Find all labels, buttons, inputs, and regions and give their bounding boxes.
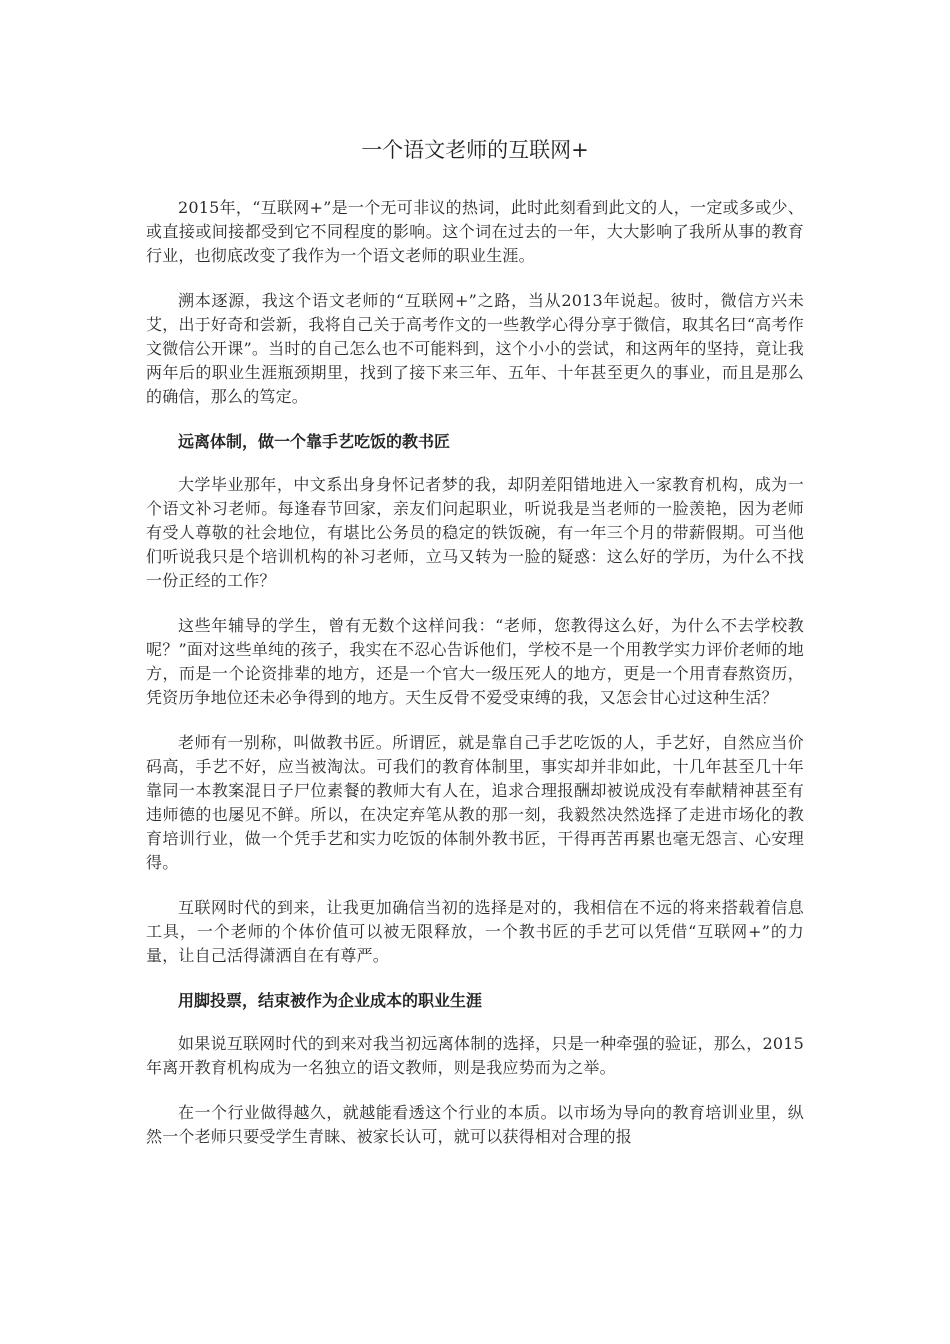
paragraph: 互联网时代的到来，让我更加确信当初的选择是对的，我相信在不远的将来搭载着信息工具，一个老师的个体价值可以被无限释放，一个教书匠的手艺可以凭借“互联网+”的力量，让自己活得潇洒自在有尊严。 [146,898,804,965]
paragraph-intro: 2015年，“互联网+”是一个无可非议的热词，此时此刻看到此文的人，一定或多或少、或直接或间接都受到它不同程度的影响。这个词在过去的一年，大大影响了我所从事的教育行业，也彻底改变了我作为一个语文老师的职业生涯。 [146,198,804,265]
paragraph: 大学毕业那年，中文系出身身怀记者梦的我，却阴差阳错地进入一家教育机构，成为一个语文补习老师。每逢春节回家，亲友们问起职业，听说我是当老师的一脸羡艳，因为老师有受人尊敬的社会地位，有堪比公务员的稳定的铁饭碗，有一年三个月的带薪假期。可当他们听说我只是个培训机构的补习老师，立马又转为一脸的疑惑：这么好的学历，为什么不找一份正经的工作？ [146,475,804,590]
paragraph-origin: 溯本逐源，我这个语文老师的“互联网+”之路，当从2013年说起。彼时，微信方兴未艾，出于好奇和尝新，我将自己关于高考作文的一些教学心得分享于微信，取其名曰“高考作文微信公开课”。当时的自己怎么也不可能料到，这个小小的尝试，和这两年的坚持，竟让我两年后的职业生涯瓶颈期里，找到了接下来三年、五年、十年甚至更久的事业，而且是那么的确信，那么的笃定。 [146,291,804,406]
paragraph: 老师有一别称，叫做教书匠。所谓匠，就是靠自己手艺吃饭的人，手艺好，自然应当价码高，手艺不好，应当被淘汰。可我们的教育体制里，事实却并非如此，十几年甚至几十年靠同一本教案混日子尸位素餐的教师大有人在，追求合理报酬却被说成没有奉献精神甚至有违师德的也屡见不鲜。所以，在决定弃笔从教的那一刻，我毅然决然选择了走进市场化的教育培训行业，做一个凭手艺和实力吃饭的体制外教书匠，干得再苦再累也毫无怨言、心安理得。 [146,733,804,872]
section-heading-2: 用脚投票，结束被作为企业成本的职业生涯 [178,991,483,1010]
document-title: 一个语文老师的互联网+ [361,138,589,162]
paragraph: 这些年辅导的学生，曾有无数个这样问我：“老师，您教得这么好，为什么不去学校教呢？”面对这些单纯的孩子，我实在不忍心告诉他们，学校不是一个用教学实力评价老师的地方，而是一个论资排辈的地方，还是一个官大一级压死人的地方，更是一个用青春熬资历，凭资历争地位还未必争得到的地方。天生反骨不爱受束缚的我，又怎会甘心过这种生活？ [146,616,804,707]
section-heading-1: 远离体制，做一个靠手艺吃饭的教书匠 [178,432,451,451]
paragraph-truncated: 在一个行业做得越久，就越能看透这个行业的本质。以市场为导向的教育培训业里，纵然一个老师只要受学生青睐、被家长认可，就可以获得相对合理的报 [146,1103,804,1146]
document-body [146,196,804,1170]
paragraph: 如果说互联网时代的到来对我当初远离体制的选择，只是一种牵强的验证，那么，2015年离开教育机构成为一名独立的语文教师，则是我应势而为之举。 [146,1034,804,1077]
